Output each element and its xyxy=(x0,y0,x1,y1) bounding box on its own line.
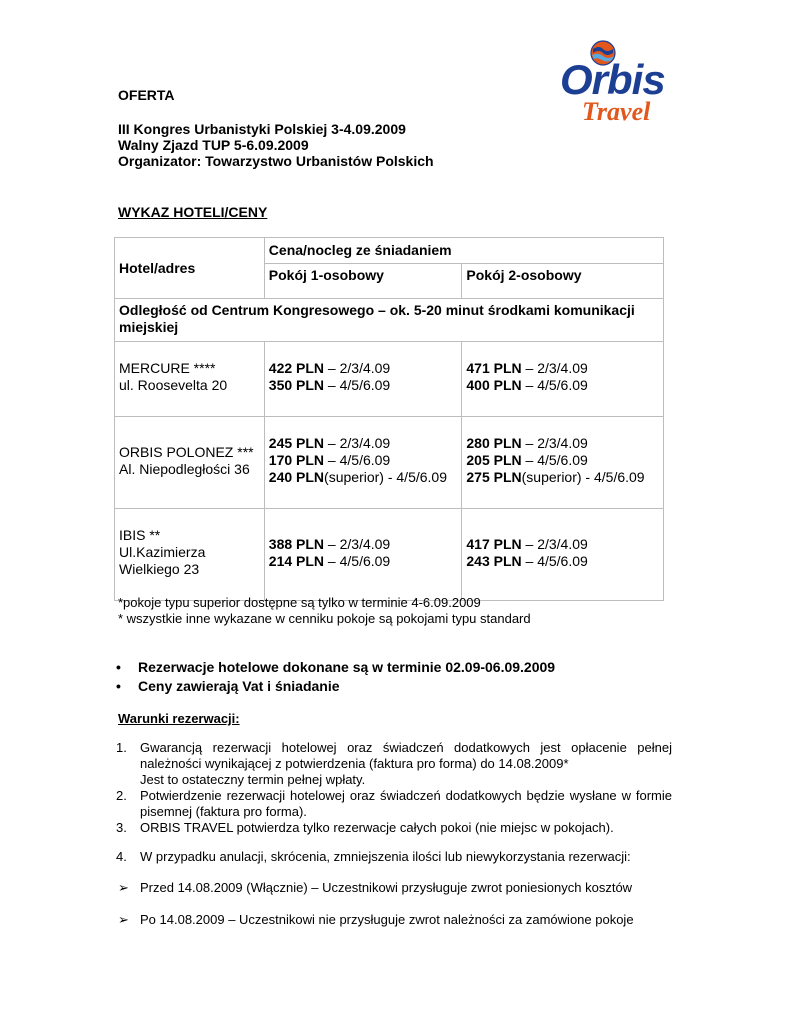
condition-extra: Jest to ostateczny termin pełnej wpłaty. xyxy=(140,772,366,787)
header-line-2: Walny Zjazd TUP 5-6.09.2009 xyxy=(118,137,309,153)
price-period: – 4/5/6.09 xyxy=(324,452,391,468)
price-line xyxy=(269,536,458,553)
arrow-item xyxy=(118,880,632,896)
price-period: (superior) - 4/5/6.09 xyxy=(324,469,447,485)
arrow-text: Po 14.08.2009 – Uczestnikowi nie przysługuje zwrot należności za zamówione pokoje xyxy=(140,912,634,927)
hotel-name: IBIS ** xyxy=(119,527,161,543)
price-period: – 4/5/6.09 xyxy=(521,553,588,569)
arrow-text: Przed 14.08.2009 (Włącznie) – Uczestnikowi przysługuje zwrot poniesionych kosztów xyxy=(140,880,633,895)
list-item xyxy=(116,820,672,836)
hotel-cell xyxy=(115,342,265,417)
price-period: – 2/3/4.09 xyxy=(521,360,588,376)
hotel-name: MERCURE **** xyxy=(119,360,216,376)
arrow-bullet-icon: ➢ xyxy=(118,880,129,895)
distance-note: Odległość od Centrum Kongresowego – ok. 5-20 minut środkami komunikacji miejskiej xyxy=(115,299,664,342)
price-line xyxy=(466,360,659,377)
header-line-1: III Kongres Urbanistyki Polskiej 3-4.09.2009 xyxy=(118,121,406,137)
price-line xyxy=(269,553,458,570)
price-period: – 2/3/4.09 xyxy=(521,536,588,552)
list-item: • Ceny zawierają Vat i śniadanie xyxy=(116,677,555,696)
list-item xyxy=(116,788,672,820)
hotel-address: Ul.Kazimierza xyxy=(119,544,206,560)
double-price-cell xyxy=(462,509,664,601)
list-item xyxy=(116,740,672,788)
condition-text: ORBIS TRAVEL potwierdza tylko rezerwacje całych pokoi (nie miejsc w pokojach). xyxy=(140,820,614,835)
table-row xyxy=(115,417,664,509)
single-price-cell xyxy=(264,509,462,601)
price-value: 205 PLN xyxy=(466,452,522,468)
conditions-title: Warunki rezerwacji: xyxy=(118,711,240,726)
price-period: – 4/5/6.09 xyxy=(521,377,588,393)
hotel-name: ORBIS POLONEZ *** xyxy=(119,444,254,460)
hotel-price-table xyxy=(114,237,664,601)
price-value: 170 PLN xyxy=(268,452,325,468)
price-value: 350 PLN xyxy=(268,377,325,393)
list-number: 3. xyxy=(116,820,127,835)
price-line xyxy=(269,452,458,469)
price-period: (superior) - 4/5/6.09 xyxy=(521,469,645,485)
price-line xyxy=(269,360,458,377)
condition-text: Gwarancją rezerwacji hotelowej oraz świadczeń dodatkowych jest opłacenie pełnej należności wynikającej z potwierdzenia (faktura pro forma) do 14.08.2009* xyxy=(140,740,672,771)
arrow-item xyxy=(118,912,634,928)
col-header-double: Pokój 2-osobowy xyxy=(462,264,664,299)
offer-title: OFERTA xyxy=(118,87,175,103)
hotel-cell xyxy=(115,509,265,601)
price-line xyxy=(466,377,659,394)
price-value: 400 PLN xyxy=(466,377,522,393)
note-superior: *pokoje typu superior dostępne są tylko w terminie 4-6.09.2009 xyxy=(118,595,481,610)
table-row xyxy=(115,509,664,601)
price-period: – 4/5/6.09 xyxy=(324,553,391,569)
price-line xyxy=(466,536,659,553)
col-header-single: Pokój 1-osobowy xyxy=(264,264,462,299)
price-line xyxy=(466,469,659,486)
price-line xyxy=(269,377,458,394)
section-title: WYKAZ HOTELI/CENY xyxy=(118,204,268,220)
hotel-address: ul. Roosevelta 20 xyxy=(119,377,228,393)
hotel-cell xyxy=(115,417,265,509)
table-header-row xyxy=(115,238,664,264)
price-value: 471 PLN xyxy=(466,360,522,376)
price-line xyxy=(466,553,659,570)
price-value: 422 PLN xyxy=(268,360,325,376)
conditions-list xyxy=(116,740,672,836)
list-number: 1. xyxy=(116,740,127,755)
list-number: 4. xyxy=(116,849,127,864)
col-header-hotel: Hotel/adres xyxy=(115,238,265,299)
condition-4 xyxy=(116,849,672,865)
double-price-cell xyxy=(462,417,664,509)
price-value: 243 PLN xyxy=(466,553,522,569)
price-period: – 2/3/4.09 xyxy=(324,360,391,376)
orbis-travel-logo xyxy=(556,40,676,130)
price-value: 280 PLN xyxy=(466,435,522,451)
price-line xyxy=(269,435,458,452)
note-standard: * wszystkie inne wykazane w cenniku pokoje są pokojami typu standard xyxy=(118,611,531,626)
condition-text: Potwierdzenie rezerwacji hotelowej oraz świadczeń dodatkowych będzie wysłane w formie pisemnej (faktura pro forma). xyxy=(140,788,672,819)
price-value: 245 PLN xyxy=(268,435,325,451)
hotel-address-line-2: Wielkiego 23 xyxy=(119,561,200,577)
logo-word-orbis: Orbis xyxy=(560,56,665,103)
condition-text: W przypadku anulacji, skrócenia, zmniejszenia ilości lub niewykorzystania rezerwacji: xyxy=(140,849,631,864)
double-price-cell xyxy=(462,342,664,417)
price-period: – 4/5/6.09 xyxy=(521,452,588,468)
single-price-cell xyxy=(264,342,462,417)
price-value: 214 PLN xyxy=(268,553,325,569)
price-value: 417 PLN xyxy=(466,536,522,552)
price-line xyxy=(466,435,659,452)
info-bullets xyxy=(116,658,555,696)
price-period: – 2/3/4.09 xyxy=(521,435,588,451)
price-line xyxy=(466,452,659,469)
price-value: 388 PLN xyxy=(268,536,325,552)
arrow-bullet-icon: ➢ xyxy=(118,912,129,927)
list-number: 2. xyxy=(116,788,127,803)
price-value: 275 PLN xyxy=(466,469,522,485)
col-header-price: Cena/nocleg ze śniadaniem xyxy=(264,238,663,264)
price-line xyxy=(269,469,458,486)
price-value: 240 PLN xyxy=(268,469,325,485)
price-period: – 2/3/4.09 xyxy=(324,435,391,451)
price-period: – 4/5/6.09 xyxy=(324,377,391,393)
single-price-cell xyxy=(264,417,462,509)
distance-row xyxy=(115,299,664,342)
header-line-3: Organizator: Towarzystwo Urbanistów Polskich xyxy=(118,153,434,169)
price-period: – 2/3/4.09 xyxy=(324,536,391,552)
table-row xyxy=(115,342,664,417)
logo-word-travel: Travel xyxy=(582,97,651,126)
hotel-address: Al. Niepodległości 36 xyxy=(119,461,250,477)
list-item: • Rezerwacje hotelowe dokonane są w terminie 02.09-06.09.2009 xyxy=(116,658,555,677)
